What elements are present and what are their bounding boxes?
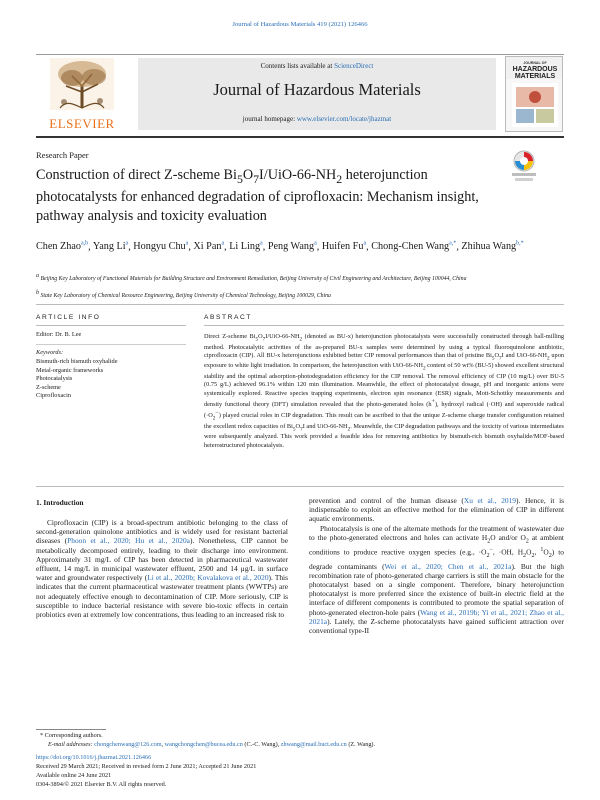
title-sub-2: 7 [253,171,260,186]
cover-title-small: JOURNAL OF [523,61,547,65]
author-name: Yang Li [92,241,126,253]
author-affiliation-mark[interactable]: a,b [80,241,89,247]
author-name: Xi Pan [193,241,222,253]
abstract-sub: 7 [499,355,502,362]
author-list: Chen Zhao$^{a,b}$, Yang Li$^a$, Hongyu Chu$^a$, Xi Pan$^a$, Li Ling$^a$, Peng Wang$^a$, Huifen Fu$^a$, Chong-Chen Wang$^{a,*}$, Zhihua Wang$^{b,*}$ [36,241,524,253]
email-link-1[interactable]: chongchenwang@126.com [94,741,162,748]
abstract-sub: 2 [299,336,303,343]
header-top-rule [36,54,564,55]
abstract-text [204,333,564,450]
keyword-item: Metal-organic frameworks [36,366,104,374]
keyword-item: Photocatalysis [36,375,73,383]
header-bottom-rule [36,136,564,138]
author[interactable] [36,241,88,252]
author-name: Zhihua Wang [461,241,517,253]
article-info-rule [36,325,186,326]
article-title [36,166,506,225]
asterisk-mark: * [40,732,44,739]
intro-paragraph-1 [36,518,288,619]
journal-citation[interactable]: Journal of Hazardous Materials 419 (2021) 126466 [232,21,368,28]
author-affiliation-mark[interactable]: a [185,241,189,247]
editor-rule [36,344,186,345]
intro-text: ) to degrade contaminants ( [309,547,564,571]
abstract-heading: ABSTRACT [204,314,252,321]
title-sub-1: 5 [236,171,243,186]
abstract-sub: 5 [255,336,259,343]
email-link-2[interactable]: wangchongchen@bucea.edu.cn [164,741,243,748]
copyright-line: 0304-3894/© 2021 Elsevier B.V. All rights reserved. [36,781,167,788]
intro-paragraph-2 [309,524,564,636]
email-label: E-mail addresses: [48,741,93,748]
intro-text: O and/or O [490,532,526,542]
elsevier-wordmark: ELSEVIER [49,116,115,131]
intro-text: ). Hence, it is indispensable to exploit an effective method for the elimination of CIP in different aquatic environments. [309,496,564,524]
intro-text: ). Lately, the Z-scheme photocatalysts have gained sufficient attraction over conventional type-II [309,616,564,636]
affiliation-a-mark: a [36,273,39,279]
journal-title: Journal of Hazardous Materials [213,80,421,99]
intro-sub: 2 [525,538,529,545]
author[interactable] [93,241,128,252]
cover-artwork [512,83,558,127]
title-text-1: Construction of direct Z-scheme Bi [36,167,237,183]
abstract-sub: 5 [292,426,296,433]
keywords-label: Keywords: [36,349,64,356]
doi-link[interactable]: https://doi.org/10.1016/j.jhazmat.2021.126466 [36,754,152,761]
citation-link[interactable]: Phoon et al., 2020; Hu et al., 2020a [67,536,190,546]
affiliation-rule [36,304,564,305]
abstract-rule [204,325,564,326]
affiliation-b [36,290,564,301]
abstract-sub: 7 [300,426,303,433]
author-name: Peng Wang [267,241,315,253]
contents-prefix: Contents lists available at [260,62,335,70]
title-sub-3: 2 [336,171,343,186]
author[interactable] [133,241,188,252]
author-name: Hongyu Chu [133,241,186,253]
abstract-sub: 2 [546,355,550,362]
author-name: Chen Zhao [36,241,81,253]
intro-sub: 2 [486,553,490,560]
email-owner-2: (Z. Wang). [346,741,376,748]
intro-text: O [526,547,532,557]
author-affiliation-mark[interactable]: b,* [516,241,524,247]
intro-sup: − [489,547,493,554]
title-text-2: O [242,167,254,183]
intro-text: O [543,547,549,557]
corresponding-text: Corresponding authors. [44,732,103,739]
author[interactable] [229,241,263,252]
abstract-seg: O [295,422,301,430]
author-affiliation-mark[interactable]: a [260,241,263,247]
author-affiliation-mark[interactable]: a [363,241,367,247]
intro-sub: 2 [487,538,491,545]
intro-text: ). But the high recombination rate of photo-generated charge carriers is still the main obstacle for the photocatalyst based on a single component. Therefore, binary heterojunction photocatalyst is more preferred since the existence of built-in electric field at the interface of different components is contributed to promote the spatial separation of photo-generated electron-hole pairs ( [309,561,565,617]
intro-text: , [534,547,541,557]
abstract-sup: + [431,398,435,405]
abstract-seg: O [494,351,500,359]
article-type: Research Paper [36,150,89,160]
author[interactable] [461,241,523,252]
keyword-item: Bismuth-rich bismuth oxyhalide [36,358,118,365]
abstract-seg: I and UiO-66-NH [501,351,547,359]
article-info-heading: ARTICLE INFO [36,314,101,321]
email-owner-1: (C.-C. Wang), [242,741,281,748]
author-affiliation-mark[interactable]: a [221,241,225,247]
citation-link[interactable]: Wang et al., 2019b; Yi et al., 2021; Zhao et al., 2021a [309,607,564,626]
author[interactable] [322,241,366,252]
abstract-sub: 2 [422,365,426,372]
affiliation-a-text: Beijing Key Laboratory of Functional Materials for Building Structure and Environment Remediation, Beijing University of Civil Engineering and Architecture, Beijing 100044, China [40,275,467,282]
homepage-line [138,115,496,123]
author[interactable] [371,241,456,252]
abstract-seg: ), hydroxyl radical (·OH) and superoxide radical (·O [204,400,564,420]
keyword-item: Ciprofloxacin [36,392,71,400]
email-footnote: E-mail addresses: chongchenwang@126.com, wangchongchen@bucea.edu.cn (C.-C. Wang), zhwang@mail.buct.edu.cn (Z. Wang). [48,741,376,748]
citation-link[interactable]: Xu et al., 2019 [463,496,516,505]
intro-sub: 2 [531,553,535,560]
abstract-seg: I and UiO-66-NH [302,422,348,430]
author-name: Chong-Chen Wang [371,241,450,253]
email-link-3[interactable]: zhwang@mail.buct.edu.cn [280,741,347,748]
intro-paragraph-1-cont [309,496,564,524]
author[interactable] [193,241,224,252]
abstract-sub: 7 [262,336,266,343]
affiliation-b-mark: b [36,290,39,296]
journal-cover-thumbnail[interactable] [505,56,563,132]
affiliation-a [36,273,564,284]
citation-link[interactable]: Li et al., 2020b; Kovalakova et al., 2020 [147,573,269,583]
intro-sup: 1 [540,547,544,554]
corresponding-footnote [40,732,103,739]
abstract-seg: O [258,333,263,340]
intro-sub: 2 [523,553,527,560]
abstract-seg: . Meanwhile, the CIP degradation pathways and the toxicity of various intermediates were subsequently analyzed. This work provided a feasible idea for removing antibiotics by bismuth-rich bismuth oxyhalide/MOF-based heterostructured photocatalysts. [204,422,564,449]
intro-left-column [36,518,288,619]
elsevier-logo [36,56,128,134]
abstract-seg: ) played crucial roles in CIP degradation. This result can be ascribed to that the unique Z-scheme charge transfer configuration retained the excellent redox capacities of Bi [204,412,564,430]
contents-line [138,62,496,70]
intro-text: Ciprofloxacin (CIP) is a broad-spectrum antibiotic belonging to the class of second-generation quinolone antibiotics and is widely used for resistant bacterial diseases ( [36,518,288,546]
abstract-bottom-rule [36,486,564,487]
intro-text: Photocatalysis is one of the alternate methods for the treatment of wastewater due to the photo-generated electrons and holes can activate H [309,523,564,542]
abstract-sub: 2 [347,426,351,433]
title-text-4: heterojunction photocatalysts for enhanced degradation of ciprofloxacin: Mechanism insight, pathway analysis and toxicity evaluation [36,167,479,224]
sciencedirect-link[interactable]: ScienceDirect [334,62,374,70]
intro-heading: 1. Introduction [36,498,84,507]
author-affiliation-mark[interactable]: a,* [449,241,457,247]
keywords-list [36,358,186,401]
author-name: Huifen Fu [321,241,364,253]
homepage-link[interactable]: www.elsevier.com/locate/jhazmat [296,115,392,123]
affiliation-b-text: State Key Laboratory of Chemical Resource Engineering, Beijing University of Chemical Technology, Beijing 100029, China [40,292,331,299]
abstract-sub: 2 [212,415,216,422]
author-affiliation-mark[interactable]: a [314,241,317,247]
intro-text: ). This indicates that the current pharmaceutical wastewater treatment plants (WWTPs) are not adequately effective enough to decontamination of CIP. More seriously, CIP is susceptible to induce bacterial resistance with severe bio-toxic effects in certain probiotics even at extremely low concentrations, thus leading to an increased risk to [36,573,288,620]
intro-text: , ·OH, H [492,547,524,557]
author-affiliation-mark[interactable]: a [125,241,129,247]
homepage-prefix: journal homepage: [242,115,297,123]
cover-title-large: HAZARDOUS MATERIALS [512,66,558,80]
intro-sub: 2 [548,553,552,560]
abstract-seg: (denoted as BU-x) heterojunction photocatalysts were successfully constructed through ball-milling method. Photocatalytic activities of the as-prepared BU-x samples were determined by using a typical fluoroquinolone antibiotic, ciprofloxacin (CIP). All BU-x heterojunctions exhibited better CIP removal performances than that of pristine Bi [204,333,565,359]
abstract-seg: I/UiO-66-NH [265,333,300,340]
citation-link[interactable]: Wei et al., 2020; Chen et al., 2021a [384,561,512,571]
received-dates: Received 29 March 2021; Received in revised form 2 June 2021; Accepted 21 June 2021 [36,763,257,770]
intro-text: prevention and control of the human disease ( [309,496,464,505]
intro-right-column [309,496,564,635]
abstract-seg: Direct Z-scheme Bi [204,333,256,340]
abstract-seg: upon exposure to white light irradiation. In comparison, the heterojunction with UiO-66-NH [204,351,564,370]
check-for-updates-icon[interactable] [510,149,538,183]
abstract-sub: 5 [491,355,495,362]
intro-text: ). Nonetheless, CIP cannot be metabolically decomposed entirely, leading to their discharge into environment. Approximately 31 mg/L of CIP has been detected in pharmaceutical wastewater effluent, 14 mg/L in municipal wastewater effluent, 2500 and 14 μg/L in surface water and groundwater respectively ( [36,536,289,583]
abstract-seg: content of 50 wt% (BU-5) showed excellent structural stability and the optimal adsorption-photodegradation efficiency for the CIP removal. The removal efficiency of CIP (10 mg/L) over BU-5 (0.75 g/L) achieved 96.1% within 120 min illumination. Meanwhile, the effect of photocatalyst dosage, pH and inorganic anions were systemically explored. Reactive species trapping experiments, electron spin resonance (ESR) signals, Mott-Schottky measurements and density functional theory (DFT) simulation revealed that the photo-generated holes (h [204,362,564,408]
intro-text: at ambient conditions to produce reactive oxygen species (e.g., ·O [309,532,564,557]
author-name: Li Ling [229,241,261,253]
abstract-sup: − [215,410,219,417]
title-text-3: I/UiO-66-NH [259,167,337,183]
editor-line: Editor: Dr. B. Lee [36,331,82,338]
author[interactable] [268,241,317,252]
footnote-rule [36,729,106,730]
keyword-item: Z-scheme [36,383,61,391]
online-date: Available online 24 June 2021 [36,772,112,779]
